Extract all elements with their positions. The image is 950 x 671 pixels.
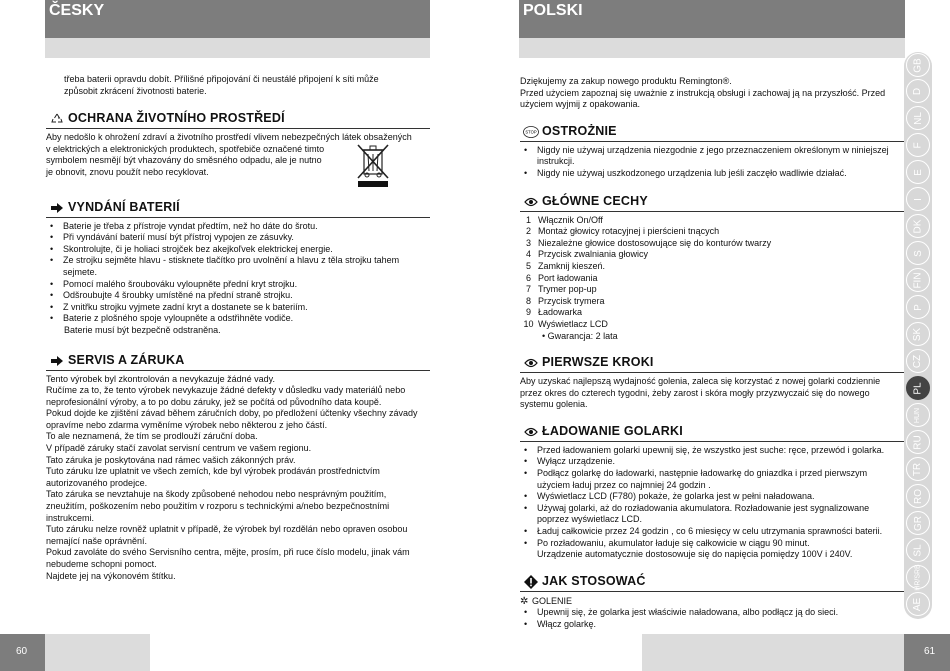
arrow-right-icon bbox=[46, 201, 68, 215]
charging-title: ŁADOWANIE GOLARKI bbox=[542, 424, 683, 439]
features-title: GŁÓWNE CECHY bbox=[542, 193, 648, 208]
usage-heading bbox=[520, 575, 905, 592]
features-heading bbox=[520, 195, 905, 212]
list-item: • Włącz golarkę. bbox=[520, 619, 905, 631]
list-item: • Wyświetlacz LCD (F780) pokaże, że golarka jest w pełni naładowana. bbox=[520, 491, 905, 503]
left-column bbox=[46, 74, 430, 582]
list-item: 8 Przycisk trymera bbox=[525, 295, 605, 306]
left-page-title: ČESKY bbox=[49, 2, 105, 19]
list-item: 10 Wyświetlacz LCD bbox=[523, 318, 608, 329]
list-item-continuation: sejmete. bbox=[63, 266, 98, 277]
first-steps-heading bbox=[520, 356, 905, 373]
eye-icon bbox=[520, 195, 542, 209]
tab-hun[interactable]: HUN bbox=[906, 403, 930, 427]
tab-d[interactable]: D bbox=[906, 79, 930, 103]
list-item: • Pomocí malého šroubováku vyloupněte přední kryt strojku. bbox=[46, 279, 430, 291]
list-item: • Baterie je třeba z přístroje vyndat předtím, než ho dáte do šrotu. bbox=[46, 221, 430, 233]
right-page-title: POLSKI bbox=[523, 2, 583, 19]
usage-list bbox=[520, 607, 905, 630]
list-item: • Odšroubujte 4 šroubky umístěné na přední straně strojku. bbox=[46, 290, 430, 302]
tab-dk[interactable]: DK bbox=[906, 214, 930, 238]
env-title: OCHRANA ŽIVOTNÍHO PROSTŘEDÍ bbox=[68, 111, 285, 126]
tab-tr[interactable]: TR bbox=[906, 457, 930, 481]
battery-section bbox=[46, 201, 430, 337]
list-item: • Wyłącz urządzenie. bbox=[520, 456, 905, 468]
right-header-band bbox=[519, 38, 905, 58]
list-item: 3 Niezależne głowice dostosowujące się do konturów twarzy bbox=[525, 237, 772, 248]
tab-ae[interactable]: AE bbox=[906, 592, 930, 616]
features-section bbox=[520, 195, 905, 343]
tab-f[interactable]: F bbox=[906, 133, 930, 157]
tab-p[interactable]: P bbox=[906, 295, 930, 319]
list-item: • Ładuj całkowicie przez 24 godzin , co 6 miesięcy w celu utrzymania sprawności baterii. bbox=[520, 526, 905, 538]
service-text: Tento výrobek byl zkontrolován a nevykazuje žádné vady. Ručíme za to, že tento výrobek nevykazuje žádné defekty v důsledku vady materiálů nebo neprofesionální výroby, a to po dobu záruky, jež se počítá od původního data koupě. Pokud dojde ke zjištění závad během záručních doby, po předložení účtenky všechny závady opravíme nebo zdarma vyměníme výrobek nebo některou z jeho částí. To ale neznamená, že tím se prodlouží záruční doba. V případě záruky stačí zavolat servisní centrum ve vašem regionu. Tato záruka je poskytována nad rámec vašich zákonných práv. Tuto záruku lze uplatnit ve všech zemích, kde byl výrobek prodáván prostřednictvím autorizovaného prodejce. Tato záruka se nevztahuje na škody způsobené nehodou nebo nesprávným použitím, zneužitím, poškozením nebo použitím v rozporu s technickými a/nebo bezpečnostními instrukcemi. Tuto záruku nelze rovněž uplatnit v případě, že výrobek byl rozdělán nebo opraven osobou nemající naše oprávnění. Pokud zavoláte do svého Servisního centra, mějte, prosím, při ruce číslo modelu, jinak vám nebudeme schopni pomoct. Najdete jej na výkonovém štítku. bbox=[46, 373, 418, 581]
tab-cz[interactable]: CZ bbox=[906, 349, 930, 373]
gear-icon: ✲ bbox=[520, 595, 529, 607]
weee-bin-icon bbox=[355, 142, 391, 192]
tab-nl[interactable]: NL bbox=[906, 106, 930, 130]
eye-icon bbox=[520, 425, 542, 439]
tab-hr-srb[interactable]: HR/SRB bbox=[906, 565, 930, 589]
usage-section bbox=[520, 575, 905, 631]
warranty-note: • Gwarancja: 2 lata bbox=[542, 330, 618, 341]
tab-e[interactable]: E bbox=[906, 160, 930, 184]
stop-icon bbox=[520, 125, 542, 139]
right-footer-light bbox=[642, 634, 904, 671]
list-item: 7 Trymer pop-up bbox=[525, 284, 597, 295]
tab-fin[interactable]: FIN bbox=[906, 268, 930, 292]
caution-list bbox=[520, 145, 905, 180]
list-item: 4 Przycisk zwalniania głowicy bbox=[525, 249, 649, 260]
right-page-number: 61 bbox=[924, 646, 936, 657]
list-item: 1 Włącznik On/Off bbox=[525, 214, 603, 225]
list-item: • Upewnij się, że golarka jest właściwie naładowana, albo podłącz ją do sieci. bbox=[520, 607, 905, 619]
list-item-continuation: Baterie musí být bezpečně odstraněna. bbox=[64, 324, 221, 335]
left-page-number: 60 bbox=[16, 646, 28, 657]
first-steps-section: PIERWSZE KROKI Aby uzyskać najlepszą wydajność golenia, zaleca się korzystać z nowej golarki codziennie przez okres do czterech tygodni, żeby zarost i skóra mogły przyzwyczaić się do nowego systemu golenia. bbox=[520, 356, 905, 411]
list-item: • Při vyndávání baterií musí být přístroj vypojen ze zásuvky. bbox=[46, 232, 430, 244]
list-item: 2 Montaż głowicy rotacyjnej i pierścieni tnących bbox=[525, 226, 720, 237]
tab-i[interactable]: I bbox=[906, 187, 930, 211]
battery-title: VYNDÁNÍ BATERIÍ bbox=[68, 199, 180, 214]
tab-gr[interactable]: GR bbox=[906, 511, 930, 535]
list-item: • Nigdy nie używaj uszkodzonego urządzenia lub jeśli zaczęło wadliwie działać. bbox=[520, 168, 905, 180]
features-list bbox=[520, 215, 905, 343]
charging-heading bbox=[520, 425, 905, 442]
warning-icon bbox=[520, 575, 542, 589]
tab-ro[interactable]: RO bbox=[906, 484, 930, 508]
right-intro: Dziękujemy za zakup nowego produktu Remington®. Przed użyciem zapoznaj się uważnie z instrukcją obsługi i zachowaj ją na przyszłość. Przed użyciem wyjmij z opakowania. bbox=[520, 76, 886, 110]
tab-sk[interactable]: SK bbox=[906, 322, 930, 346]
list-item-continuation: instrukcji. bbox=[537, 156, 575, 167]
arrow-right-icon bbox=[46, 354, 68, 368]
first-steps-title: PIERWSZE KROKI bbox=[542, 355, 654, 370]
list-item: • Przed ładowaniem golarki upewnij się, że wszystko jest suche: ręce, przewód i golarka. bbox=[520, 445, 905, 457]
service-section bbox=[46, 354, 430, 583]
usage-title: JAK STOSOWAĆ bbox=[542, 574, 646, 589]
charging-list bbox=[520, 445, 905, 561]
list-item: 6 Port ładowania bbox=[525, 272, 598, 283]
left-footer-light bbox=[45, 634, 150, 671]
right-column bbox=[520, 76, 905, 631]
env-heading bbox=[46, 112, 430, 129]
list-item-continuation: Urządzenie automatycznie dostosowuje się do napięcia pomiędzy 100V i 240V. bbox=[537, 549, 853, 560]
service-title: SERVIS A ZÁRUKA bbox=[68, 352, 185, 367]
list-item: 9 Ładowarka bbox=[525, 307, 583, 318]
list-item: • Po rozładowaniu, akumulator ładuje się całkowicie w ciągu 90 minut. bbox=[520, 538, 905, 550]
charging-section bbox=[520, 425, 905, 561]
service-heading bbox=[46, 354, 430, 371]
list-item: • Podłącz golarkę do ładowarki, następnie ładowarkę do gniazdka i przed pierwszym bbox=[520, 468, 905, 480]
left-intro: třeba baterii opravdu dobít. Přílišné připojování či neustálé připojení k síti může způsobit zkrácení životnosti baterie. bbox=[64, 74, 379, 96]
tab-pl[interactable]: PL bbox=[906, 376, 930, 400]
list-item: • Używaj golarki, aż do rozładowania akumulatora. Rozładowanie jest sygnalizowane bbox=[520, 503, 905, 515]
caution-section bbox=[520, 125, 905, 180]
list-item-continuation: użyciem ładuj przez co najmniej 24 godzin . bbox=[537, 479, 711, 490]
eye-icon bbox=[520, 356, 542, 370]
tab-gb[interactable]: GB bbox=[906, 53, 930, 77]
left-header-bar bbox=[45, 0, 430, 38]
left-header-band bbox=[45, 38, 430, 58]
language-tabs bbox=[904, 52, 932, 619]
tab-ru[interactable]: RU bbox=[906, 430, 930, 454]
list-item: • Nigdy nie używaj urządzenia niezgodnie z jego przeznaczeniem określonym w niniejszej bbox=[520, 145, 905, 157]
battery-list bbox=[46, 221, 430, 337]
list-item: • Skontrolujte, či je holiaci strojček bez akejkoľvek elektrickej energie. bbox=[46, 244, 430, 256]
svg-text:STOP: STOP bbox=[525, 129, 537, 135]
list-item: • Z vnitřku strojku vyjmete zadní kryt a dostanete se k bateriím. bbox=[46, 302, 430, 314]
list-item: 5 Zamknij kieszeń. bbox=[525, 260, 606, 271]
usage-subheading: ✲ GOLENIE bbox=[520, 595, 573, 607]
caution-heading bbox=[520, 125, 905, 142]
caution-title: OSTROŻNIE bbox=[542, 123, 617, 138]
list-item: • Ze strojku sejměte hlavu - stisknete tlačítko pro uvolnění a hlavu z těla strojku tahem bbox=[46, 255, 430, 267]
right-header-bar bbox=[519, 0, 905, 38]
list-item: • Baterie z plošného spoje vyloupněte a odstřihněte vodiče. bbox=[46, 313, 430, 325]
battery-heading bbox=[46, 201, 430, 218]
list-item-continuation: poprzez wyświetlacz LCD. bbox=[537, 514, 643, 525]
env-section: OCHRANA ŽIVOTNÍHO PROSTŘEDÍ Aby nedošlo k ohrožení zdraví a životního prostředí vlivem nebezpečných látek obsažených v elektrických a elektronických produktech, spotřebiče označené timto symbolem nesmějí být vhazovány do směsného odpadu, ale je nutno je obnovit, znovu použít nebo recyklovat. bbox=[46, 112, 430, 178]
tab-sl[interactable]: SL bbox=[906, 538, 930, 562]
recycle-icon bbox=[46, 112, 68, 126]
tab-s[interactable]: S bbox=[906, 241, 930, 265]
